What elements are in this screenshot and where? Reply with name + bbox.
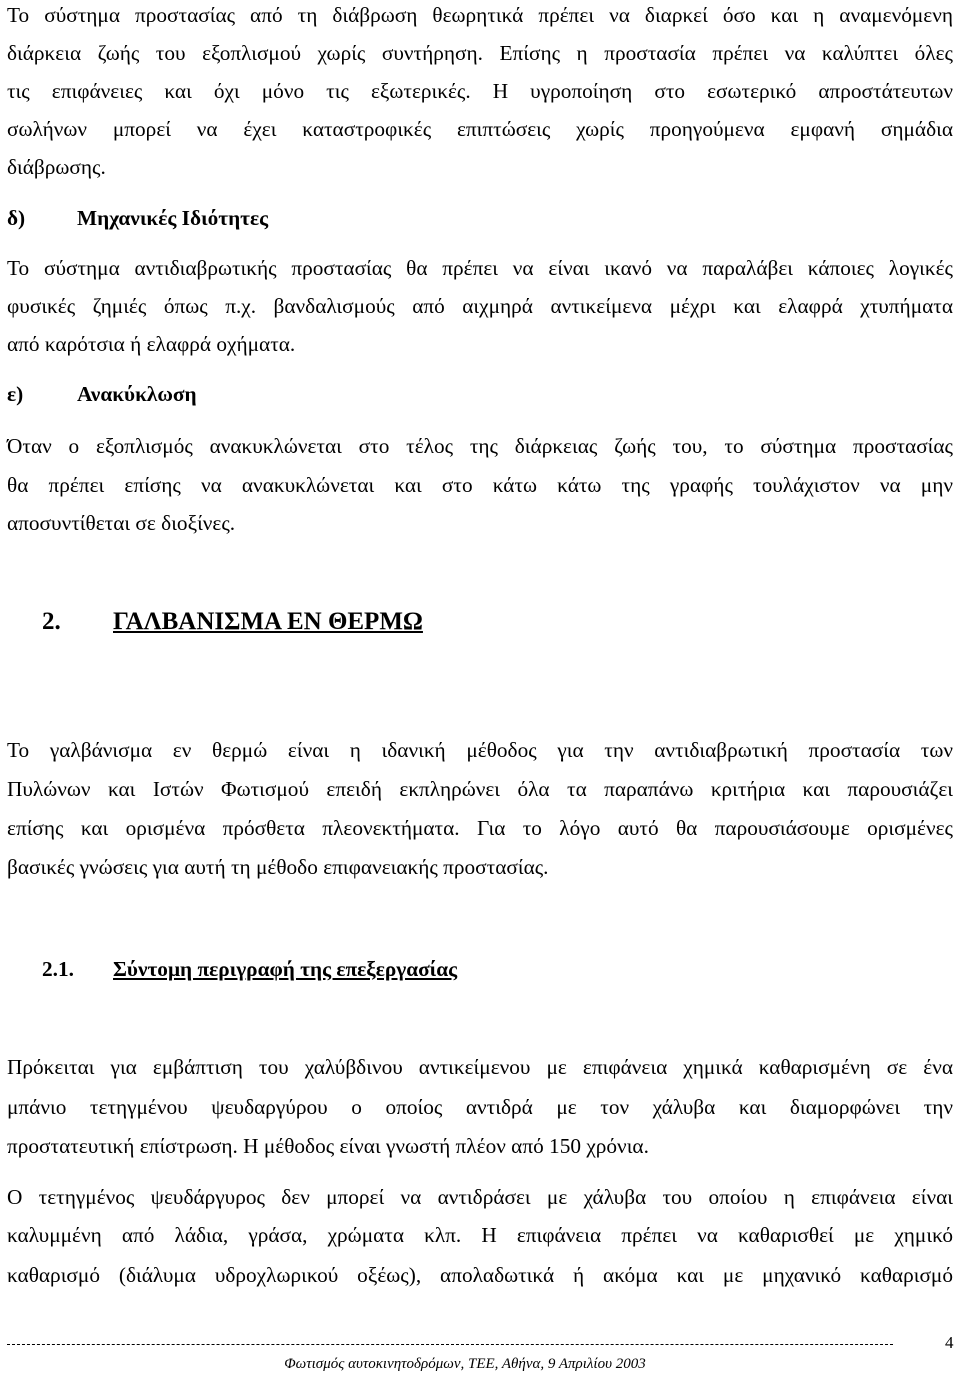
- intro-line-3: τις επιφάνειες και όχι μόνο τις εξωτερικές. Η υγροποίηση στο εσωτερικό απροστάτευτων: [7, 79, 953, 103]
- footer-caption: Φωτισμός αυτοκινητοδρόμων, ΤΕΕ, Αθήνα, 9 Απριλίου 2003: [284, 1356, 646, 1372]
- section-21-p1-line-2: μπάνιο τετηγμένου ψευδαργύρου ο οποίος αντιδρά με τον χάλυβα και διαμορφώνει την: [7, 1095, 953, 1119]
- section-e-letter: ε): [7, 382, 24, 406]
- footer-divider: [7, 1344, 893, 1345]
- section-d-letter: δ): [7, 206, 26, 230]
- section-e-line-3: αποσυντίθεται σε διοξίνες.: [7, 511, 236, 535]
- section-d-line-1: Το σύστημα αντιδιαβρωτικής προστασίας θα πρέπει να είναι ικανό να παραλάβει κάποιες λογικές: [7, 256, 953, 280]
- chapter-title: ΓΑΛΒΑΝΙΣΜΑ ΕΝ ΘΕΡΜΩ: [113, 608, 423, 635]
- chapter-line-4: βασικές γνώσεις για αυτή τη μέθοδο επιφανειακής προστασίας.: [7, 855, 549, 879]
- section-21-number: 2.1.: [42, 957, 74, 981]
- page-number: 4: [945, 1333, 954, 1352]
- section-d-line-3: από καρότσια ή ελαφρά οχήματα.: [7, 332, 296, 356]
- chapter-number: 2.: [42, 608, 61, 635]
- section-21-p2-line-3: καθαρισμό (διάλυμα υδροχλωρικού οξέως), απολαδωτικά ή ακόμα και με μηχανικό καθαρισμό: [7, 1263, 953, 1287]
- section-d-line-2: φυσικές ζημιές όπως π.χ. βανδαλισμούς από αιχμηρά αντικείμενα μέχρι και ελαφρά χτυπήματα: [7, 294, 953, 318]
- section-e-title: Ανακύκλωση: [77, 382, 197, 406]
- section-e-line-1: Όταν ο εξοπλισμός ανακυκλώνεται στο τέλος της διάρκειας ζωής του, το σύστημα προστασίας: [7, 434, 953, 458]
- intro-line-1: Το σύστημα προστασίας από τη διάβρωση θεωρητικά πρέπει να διαρκεί όσο και η αναμενόμενη: [7, 3, 953, 27]
- intro-line-2: διάρκεια ζωής του εξοπλισμού χωρίς συντήρηση. Επίσης η προστασία πρέπει να καλύπτει όλες: [7, 41, 953, 65]
- section-21-p1-line-3: προστατευτική επίστρωση. Η μέθοδος είναι γνωστή πλέον από 150 χρόνια.: [7, 1134, 649, 1158]
- intro-line-4: σωλήνων μπορεί να έχει καταστροφικές επιπτώσεις χωρίς προηγούμενα εμφανή σημάδια: [7, 117, 953, 141]
- section-21-p2-line-2: καλυμμένη από λάδια, γράσα, χρώματα κλπ. Η επιφάνεια πρέπει να καθαρισθεί με χημικό: [7, 1223, 953, 1247]
- intro-line-5: διάβρωσης.: [7, 155, 106, 179]
- section-21-p2-line-1: Ο τετηγμένος ψευδάργυρος δεν μπορεί να αντιδράσει με χάλυβα του οποίου η επιφάνεια είναι: [7, 1185, 953, 1209]
- section-21-title: Σύντομη περιγραφή της επεξεργασίας: [113, 957, 458, 981]
- chapter-line-3: επίσης και ορισμένα πρόσθετα πλεονεκτήματα. Για το λόγο αυτό θα παρουσιάσουμε ορισμένες: [7, 816, 953, 840]
- chapter-line-1: Το γαλβάνισμα εν θερμώ είναι η ιδανική μέθοδος για την αντιδιαβρωτική προστασία των: [7, 738, 953, 762]
- section-e-line-2: θα πρέπει επίσης να ανακυκλώνεται και στο κάτω κάτω της γραφής τουλάχιστον να μην: [7, 473, 953, 497]
- chapter-line-2: Πυλώνων και Ιστών Φωτισμού επειδή εκπληρώνει όλα τα παραπάνω κριτήρια και παρουσιάζει: [7, 777, 953, 801]
- section-d-title: Μηχανικές Ιδιότητες: [77, 206, 269, 230]
- section-21-p1-line-1: Πρόκειται για εμβάπτιση του χαλύβδινου αντικείμενου με επιφάνεια χημικά καθαρισμένη σε ένα: [7, 1055, 953, 1079]
